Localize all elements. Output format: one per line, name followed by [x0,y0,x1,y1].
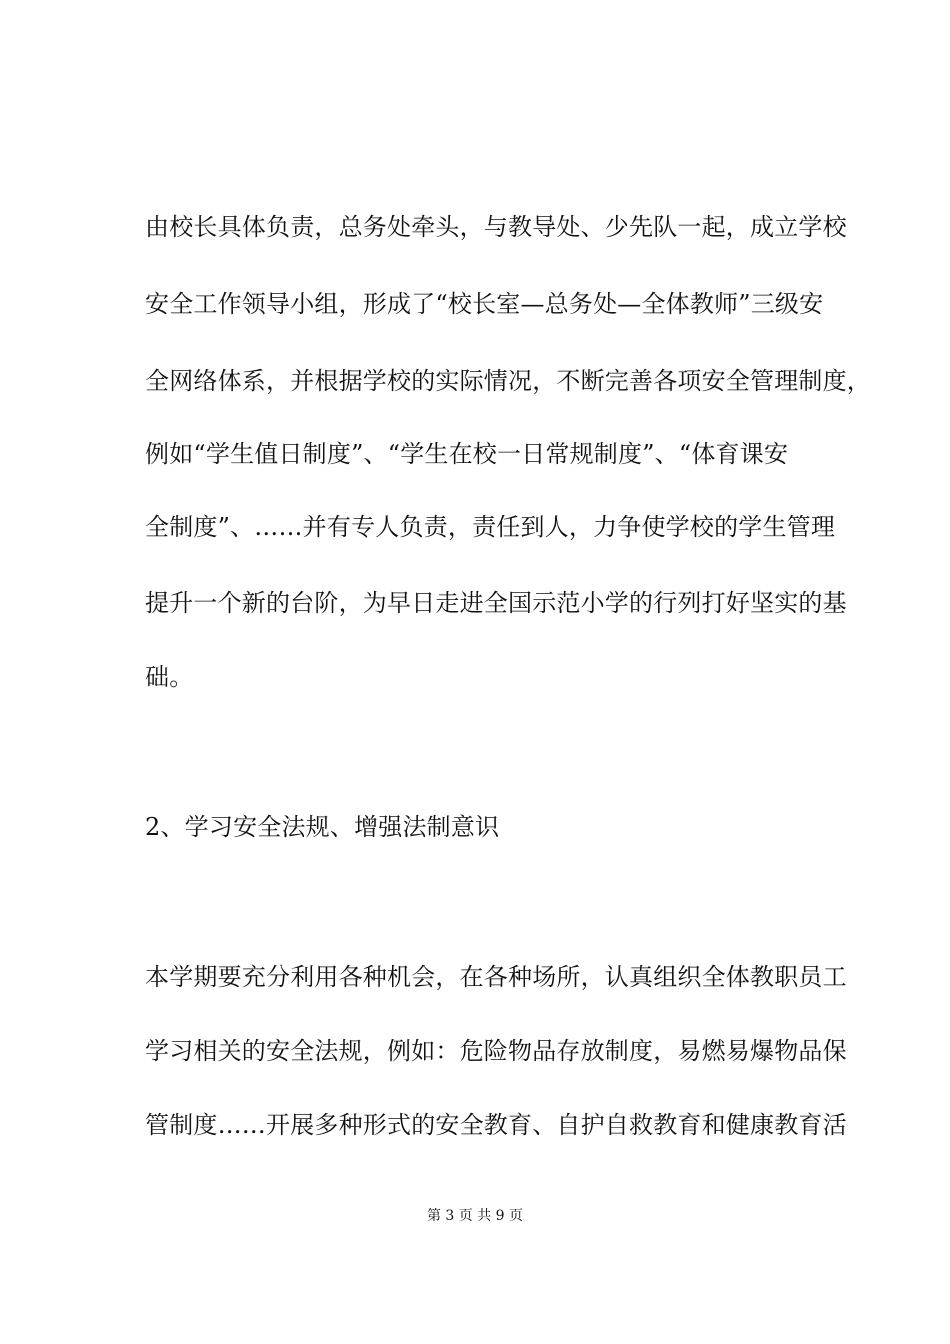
paragraph-line: 全网络体系，并根据学校的实际情况，不断完善各项安全管理制度， [145,367,871,395]
paragraph-line: 由校长具体负责，总务处牵头，与教导处、少先队一起，成立学校 [145,213,847,241]
paragraph-line: 学习相关的安全法规，例如：危险物品存放制度，易燃易爆物品保 [145,1037,847,1065]
paragraph-line: 础。 [145,663,194,691]
paragraph-line: 全制度”、……并有专人负责，责任到人，力争使学校的学生管理 [145,513,836,541]
paragraph-line: 本学期要充分利用各种机会，在各种场所，认真组织全体教职员工 [145,963,847,991]
paragraph-line: 提升一个新的台阶，为早日走进全国示范小学的行列打好坚实的基 [145,589,847,617]
paragraph-line: 安全工作领导小组，形成了“校长室—总务处—全体教师”三级安 [145,290,824,318]
page-footer [0,1207,950,1225]
page-number-label: 第 3 页 共 9 页 [426,1208,524,1224]
paragraph-line: 例如“学生值日制度”、“学生在校一日常规制度”、“体育课安 [145,440,789,468]
paragraph-line: 管制度……开展多种形式的安全教育、自护自救教育和健康教育活 [145,1111,847,1139]
section-heading: 2、学习安全法规、增强法制意识 [145,813,500,841]
